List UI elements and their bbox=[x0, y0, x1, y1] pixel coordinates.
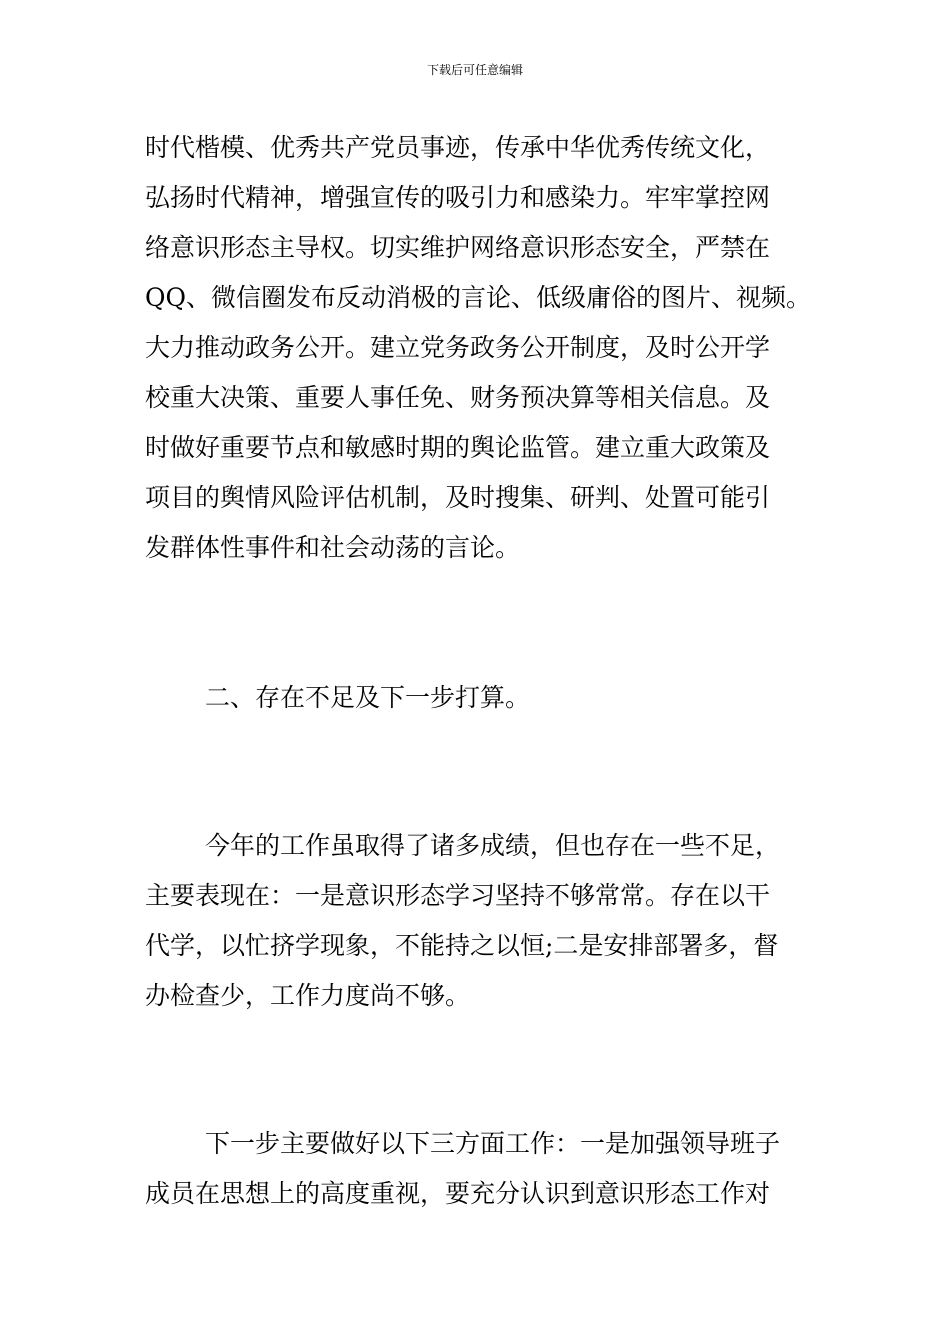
paragraph-line: 校重大决策、重要人事任免、财务预决算等相关信息。及 bbox=[145, 383, 771, 412]
paragraph-line: 时做好重要节点和敏感时期的舆论监管。建立重大政策及 bbox=[145, 433, 771, 462]
page-header: 下载后可任意编辑 bbox=[426, 63, 523, 77]
paragraph-line: 发群体性事件和社会动荡的言论。 bbox=[145, 533, 521, 562]
paragraph-line: 代学，以忙挤学现象，不能持之以恒;二是安排部署多，督 bbox=[145, 931, 779, 960]
section-heading: 二、存在不足及下一步打算。 bbox=[205, 683, 531, 712]
paragraph-line: 络意识形态主导权。切实维护网络意识形态安全，严禁在 bbox=[145, 233, 771, 262]
paragraph-line: 主要表现在：一是意识形态学习坚持不够常常。存在以干 bbox=[145, 881, 771, 910]
paragraph-line: 下一步主要做好以下三方面工作：一是加强领导班子 bbox=[205, 1129, 781, 1158]
paragraph-line: 时代楷模、优秀共产党员事迹，传承中华优秀传统文化， bbox=[145, 133, 771, 162]
paragraph-line: 成员在思想上的高度重视，要充分认识到意识形态工作对 bbox=[145, 1179, 771, 1208]
paragraph-line: 大力推动政务公开。建立党务政务公开制度，及时公开学 bbox=[145, 333, 771, 362]
paragraph-line: 办检查少，工作力度尚不够。 bbox=[145, 981, 471, 1010]
paragraph-line: QQ、微信圈发布反动消极的言论、低级庸俗的图片、视频。 bbox=[145, 283, 811, 312]
paragraph-line: 今年的工作虽取得了诸多成绩，但也存在一些不足， bbox=[205, 831, 781, 860]
paragraph-line: 项目的舆情风险评估机制，及时搜集、研判、处置可能引 bbox=[145, 483, 771, 512]
paragraph-line: 弘扬时代精神，增强宣传的吸引力和感染力。牢牢掌控网 bbox=[145, 183, 771, 212]
